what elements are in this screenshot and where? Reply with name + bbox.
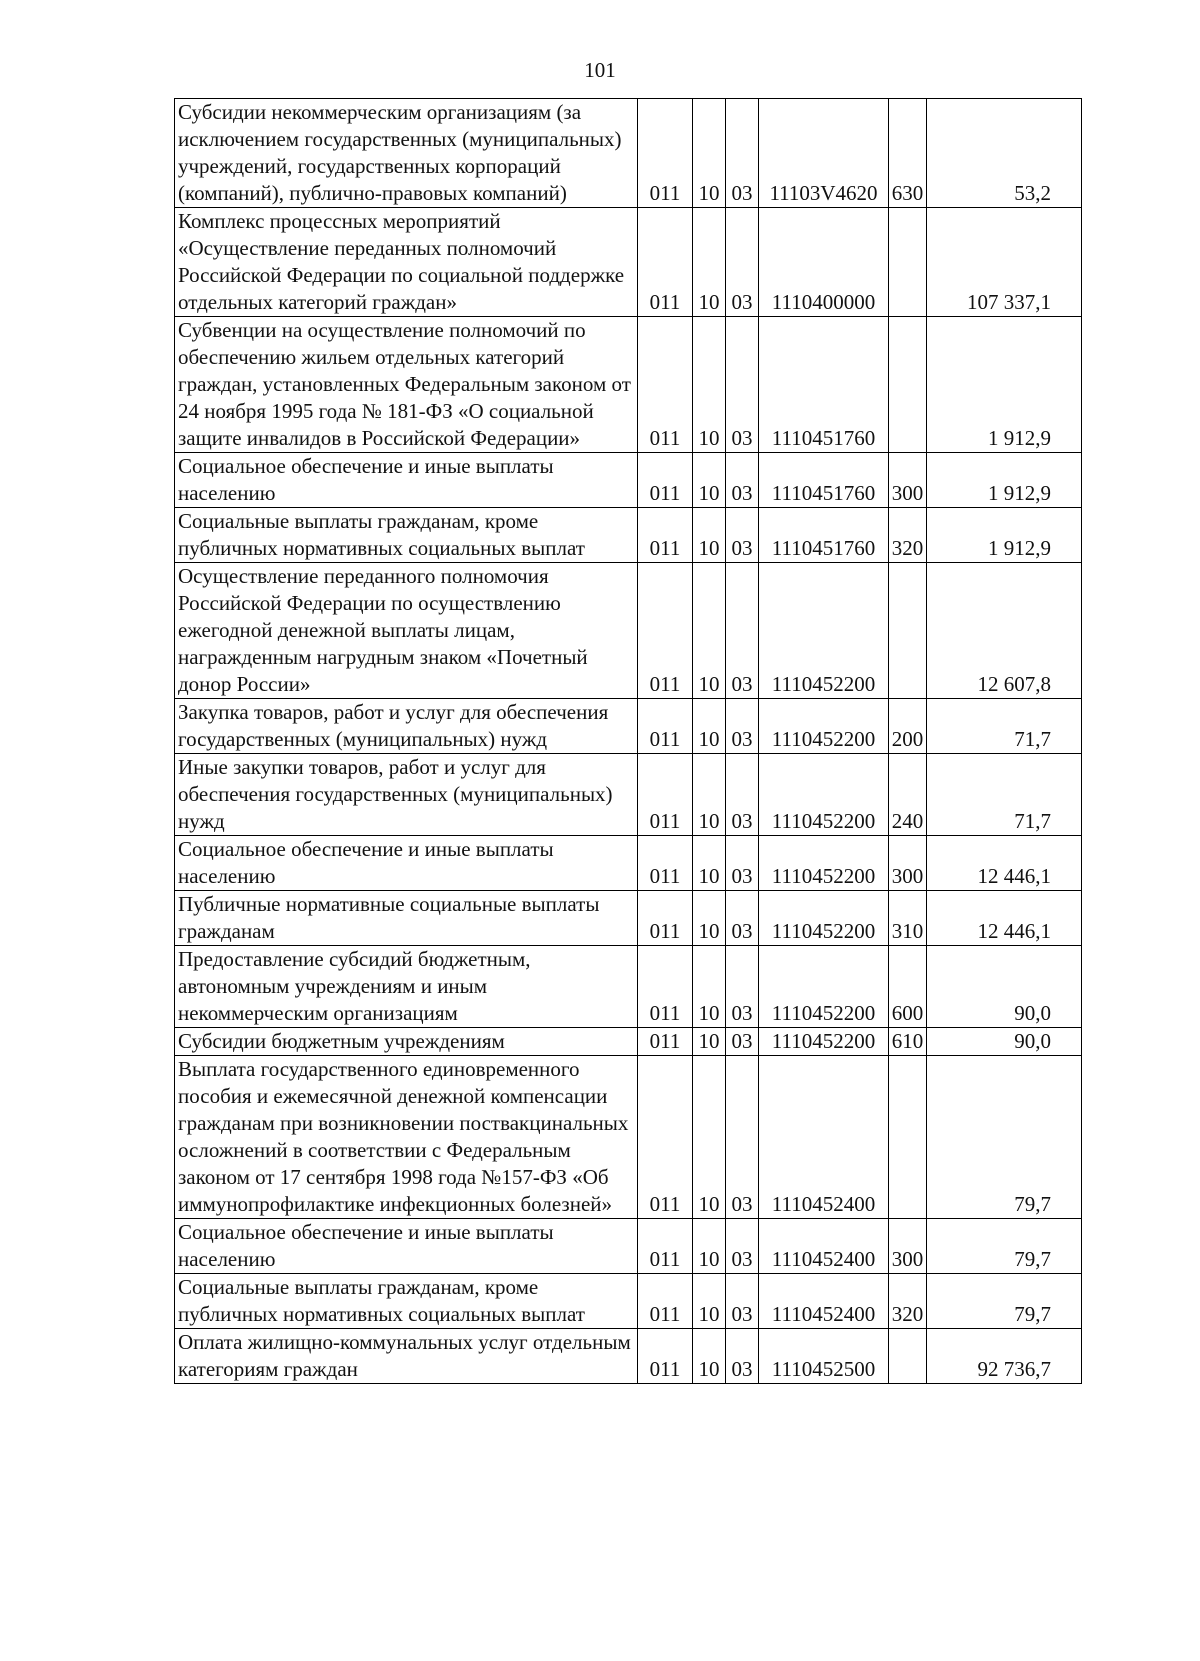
row-name: Социальное обеспечение и иные выплаты населению xyxy=(175,453,638,508)
subsection-code: 03 xyxy=(726,99,759,208)
expense-type-code: 310 xyxy=(889,891,927,946)
admin-code: 011 xyxy=(638,508,693,563)
amount: 53,2 xyxy=(927,99,1082,208)
section-code: 10 xyxy=(693,1274,726,1329)
admin-code: 011 xyxy=(638,946,693,1028)
admin-code: 011 xyxy=(638,317,693,453)
row-name: Публичные нормативные социальные выплаты гражданам xyxy=(175,891,638,946)
expense-type-code: 610 xyxy=(889,1028,927,1056)
section-code: 10 xyxy=(693,699,726,754)
target-article-code: 1110452200 xyxy=(759,754,889,836)
amount: 1 912,9 xyxy=(927,508,1082,563)
subsection-code: 03 xyxy=(726,1056,759,1219)
table-row xyxy=(175,453,1082,508)
section-code: 10 xyxy=(693,1056,726,1219)
amount: 90,0 xyxy=(927,1028,1082,1056)
row-name: Социальное обеспечение и иные выплаты населению xyxy=(175,1219,638,1274)
subsection-code: 03 xyxy=(726,453,759,508)
section-code: 10 xyxy=(693,891,726,946)
target-article-code: 1110400000 xyxy=(759,208,889,317)
expense-type-code xyxy=(889,208,927,317)
amount: 79,7 xyxy=(927,1274,1082,1329)
section-code: 10 xyxy=(693,563,726,699)
table-row xyxy=(175,508,1082,563)
section-code: 10 xyxy=(693,208,726,317)
target-article-code: 1110452400 xyxy=(759,1056,889,1219)
section-code: 10 xyxy=(693,836,726,891)
row-name: Выплата государственного единовременного пособия и ежемесячной денежной компенсации гражданам при возникновении поствакцинальных осложнений в соответствии с Федеральным законом от 17 сентября 1998 года №157-ФЗ «Об иммунопрофилактике инфекционных болезней» xyxy=(175,1056,638,1219)
admin-code: 011 xyxy=(638,1219,693,1274)
expense-type-code: 320 xyxy=(889,508,927,563)
amount: 107 337,1 xyxy=(927,208,1082,317)
subsection-code: 03 xyxy=(726,836,759,891)
target-article-code: 1110452200 xyxy=(759,891,889,946)
amount: 71,7 xyxy=(927,754,1082,836)
target-article-code: 1110451760 xyxy=(759,453,889,508)
row-name: Социальные выплаты гражданам, кроме публичных нормативных социальных выплат xyxy=(175,1274,638,1329)
expense-type-code: 300 xyxy=(889,1219,927,1274)
section-code: 10 xyxy=(693,1028,726,1056)
target-article-code: 1110452400 xyxy=(759,1274,889,1329)
section-code: 10 xyxy=(693,99,726,208)
admin-code: 011 xyxy=(638,1329,693,1384)
budget-table xyxy=(174,98,1082,1384)
admin-code: 011 xyxy=(638,1274,693,1329)
target-article-code: 1110452200 xyxy=(759,699,889,754)
amount: 12 446,1 xyxy=(927,836,1082,891)
row-name: Субсидии бюджетным учреждениям xyxy=(175,1028,638,1056)
admin-code: 011 xyxy=(638,891,693,946)
amount: 12 607,8 xyxy=(927,563,1082,699)
amount: 12 446,1 xyxy=(927,891,1082,946)
expense-type-code: 240 xyxy=(889,754,927,836)
row-name: Комплекс процессных мероприятий «Осуществление переданных полномочий Российской Федерации по социальной поддержке отдельных категорий граждан» xyxy=(175,208,638,317)
table-row xyxy=(175,563,1082,699)
expense-type-code: 320 xyxy=(889,1274,927,1329)
row-name: Социальное обеспечение и иные выплаты населению xyxy=(175,836,638,891)
subsection-code: 03 xyxy=(726,508,759,563)
section-code: 10 xyxy=(693,317,726,453)
table-row xyxy=(175,1028,1082,1056)
target-article-code: 1110452200 xyxy=(759,563,889,699)
expense-type-code xyxy=(889,317,927,453)
admin-code: 011 xyxy=(638,699,693,754)
target-article-code: 1110451760 xyxy=(759,317,889,453)
admin-code: 011 xyxy=(638,453,693,508)
amount: 90,0 xyxy=(927,946,1082,1028)
admin-code: 011 xyxy=(638,563,693,699)
target-article-code: 1110452400 xyxy=(759,1219,889,1274)
target-article-code: 1110452200 xyxy=(759,946,889,1028)
amount: 79,7 xyxy=(927,1219,1082,1274)
page-number: 101 xyxy=(584,58,616,82)
table-row xyxy=(175,317,1082,453)
expense-type-code xyxy=(889,563,927,699)
subsection-code: 03 xyxy=(726,563,759,699)
expense-type-code: 300 xyxy=(889,836,927,891)
section-code: 10 xyxy=(693,453,726,508)
row-name: Социальные выплаты гражданам, кроме публичных нормативных социальных выплат xyxy=(175,508,638,563)
subsection-code: 03 xyxy=(726,1028,759,1056)
subsection-code: 03 xyxy=(726,891,759,946)
row-name: Иные закупки товаров, работ и услуг для обеспечения государственных (муниципальных) нужд xyxy=(175,754,638,836)
table-row xyxy=(175,891,1082,946)
table-row xyxy=(175,754,1082,836)
target-article-code: 1110452200 xyxy=(759,1028,889,1056)
subsection-code: 03 xyxy=(726,1329,759,1384)
admin-code: 011 xyxy=(638,99,693,208)
row-name: Субвенции на осуществление полномочий по обеспечению жильем отдельных категорий граждан, установленных Федеральным законом от 24 ноября 1995 года № 181-ФЗ «О социальной защите инвалидов в Российской Федерации» xyxy=(175,317,638,453)
expense-type-code: 630 xyxy=(889,99,927,208)
section-code: 10 xyxy=(693,946,726,1028)
amount: 1 912,9 xyxy=(927,317,1082,453)
section-code: 10 xyxy=(693,508,726,563)
subsection-code: 03 xyxy=(726,754,759,836)
subsection-code: 03 xyxy=(726,317,759,453)
admin-code: 011 xyxy=(638,1056,693,1219)
admin-code: 011 xyxy=(638,1028,693,1056)
table-row xyxy=(175,1219,1082,1274)
table-row xyxy=(175,1329,1082,1384)
admin-code: 011 xyxy=(638,208,693,317)
admin-code: 011 xyxy=(638,836,693,891)
section-code: 10 xyxy=(693,754,726,836)
expense-type-code: 200 xyxy=(889,699,927,754)
target-article-code: 1110452500 xyxy=(759,1329,889,1384)
table-row xyxy=(175,1274,1082,1329)
amount: 92 736,7 xyxy=(927,1329,1082,1384)
section-code: 10 xyxy=(693,1219,726,1274)
amount: 71,7 xyxy=(927,699,1082,754)
table-row xyxy=(175,946,1082,1028)
expense-type-code xyxy=(889,1056,927,1219)
target-article-code: 1110452200 xyxy=(759,836,889,891)
amount: 1 912,9 xyxy=(927,453,1082,508)
row-name: Предоставление субсидий бюджетным, автономным учреждениям и иным некоммерческим организациям xyxy=(175,946,638,1028)
target-article-code: 11103V4620 xyxy=(759,99,889,208)
subsection-code: 03 xyxy=(726,1274,759,1329)
row-name: Закупка товаров, работ и услуг для обеспечения государственных (муниципальных) нужд xyxy=(175,699,638,754)
row-name: Осуществление переданного полномочия Российской Федерации по осуществлению ежегодной денежной выплаты лицам, награжденным нагрудным знаком «Почетный донор России» xyxy=(175,563,638,699)
table-row xyxy=(175,836,1082,891)
subsection-code: 03 xyxy=(726,1219,759,1274)
amount: 79,7 xyxy=(927,1056,1082,1219)
table-row xyxy=(175,1056,1082,1219)
expense-type-code: 600 xyxy=(889,946,927,1028)
admin-code: 011 xyxy=(638,754,693,836)
table-row xyxy=(175,208,1082,317)
subsection-code: 03 xyxy=(726,208,759,317)
expense-type-code: 300 xyxy=(889,453,927,508)
row-name: Субсидии некоммерческим организациям (за исключением государственных (муниципальных) учреждений, государственных корпораций (компаний), публично-правовых компаний) xyxy=(175,99,638,208)
row-name: Оплата жилищно-коммунальных услуг отдельным категориям граждан xyxy=(175,1329,638,1384)
subsection-code: 03 xyxy=(726,946,759,1028)
target-article-code: 1110451760 xyxy=(759,508,889,563)
subsection-code: 03 xyxy=(726,699,759,754)
expense-type-code xyxy=(889,1329,927,1384)
table-row xyxy=(175,99,1082,208)
table-row xyxy=(175,699,1082,754)
section-code: 10 xyxy=(693,1329,726,1384)
